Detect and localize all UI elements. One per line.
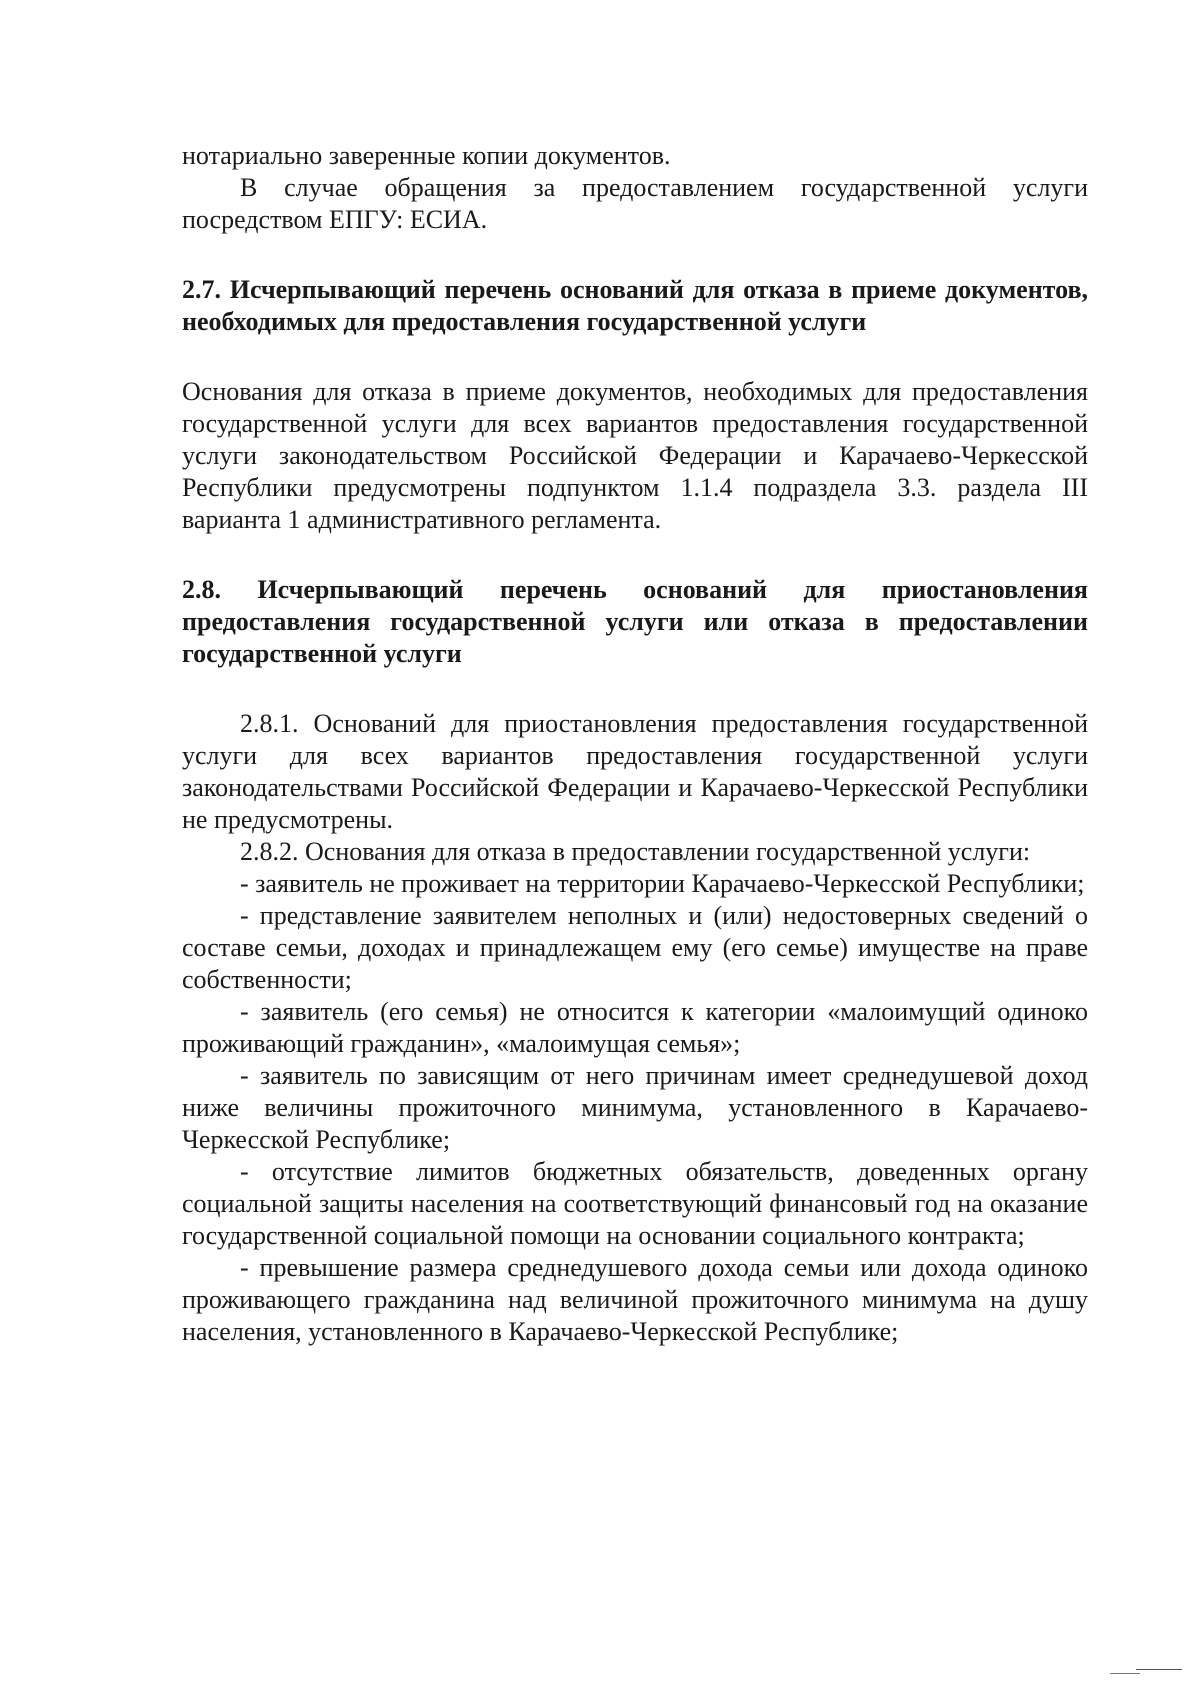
list-item: - представление заявителем неполных и (или) недостоверных сведений о составе семьи, доходах и принадлежащем ему (его семье) имуществе на праве собственности; [182, 901, 1088, 994]
paragraph-epgu: В случае обращения за предоставлением государственной услуги посредством ЕПГУ: ЕСИА. [182, 173, 1088, 234]
list-item: - заявитель (его семья) не относится к категории «малоимущий одиноко проживающий гражданин», «малоимущая семья»; [182, 997, 1088, 1058]
list-item: - заявитель по зависящим от него причинам имеет среднедушевой доход ниже величины прожиточного минимума, установленного в Карачаево-Черкесской Республике; [182, 1061, 1088, 1154]
paragraph-refusal-grounds: Основания для отказа в приеме документов, необходимых для предоставления государственной услуги для всех вариантов предоставления государственной услуги законодательством Российской Федерации и Карачаево-Черкесской Республики предусмотрены подпунктом 1.1.4 подраздела 3.3. раздела III варианта 1 административного регламента. [182, 377, 1088, 534]
section-heading-2-8: 2.8. Исчерпывающий перечень оснований для приостановления предоставления государственной услуги или отказа в предоставлении государственной услуги [182, 575, 1088, 668]
section-heading-2-7: 2.7. Исчерпывающий перечень оснований для отказа в приеме документов, необходимых для предоставления государственной услуги [182, 275, 1088, 336]
list-item: - превышение размера среднедушевого дохода семьи или дохода одиноко проживающего гражданина над величиной прожиточного минимума на душу населения, установленного в Карачаево-Черкесской Республике; [182, 1253, 1088, 1346]
paragraph-2-8-1: 2.8.1. Оснований для приостановления предоставления государственной услуги для всех вариантов предоставления государственной услуги законодательствами Российской Федерации и Карачаево-Черкесской Республики не предусмотрены. [182, 709, 1088, 834]
document-page [182, 140, 1088, 1348]
scan-edge-mark [1136, 1669, 1182, 1670]
paragraph-2-8-2: 2.8.2. Основания для отказа в предоставлении государственной услуги: [240, 837, 1031, 866]
paragraph-copies: нотариально заверенные копии документов. [182, 141, 671, 170]
scan-edge-mark [1110, 1673, 1140, 1674]
list-item: - отсутствие лимитов бюджетных обязательств, доведенных органу социальной защиты населения на соответствующий финансовый год на оказание государственной социальной помощи на основании социального контракта; [182, 1157, 1088, 1250]
list-item: - заявитель не проживает на территории Карачаево-Черкесской Республики; [240, 869, 1085, 898]
